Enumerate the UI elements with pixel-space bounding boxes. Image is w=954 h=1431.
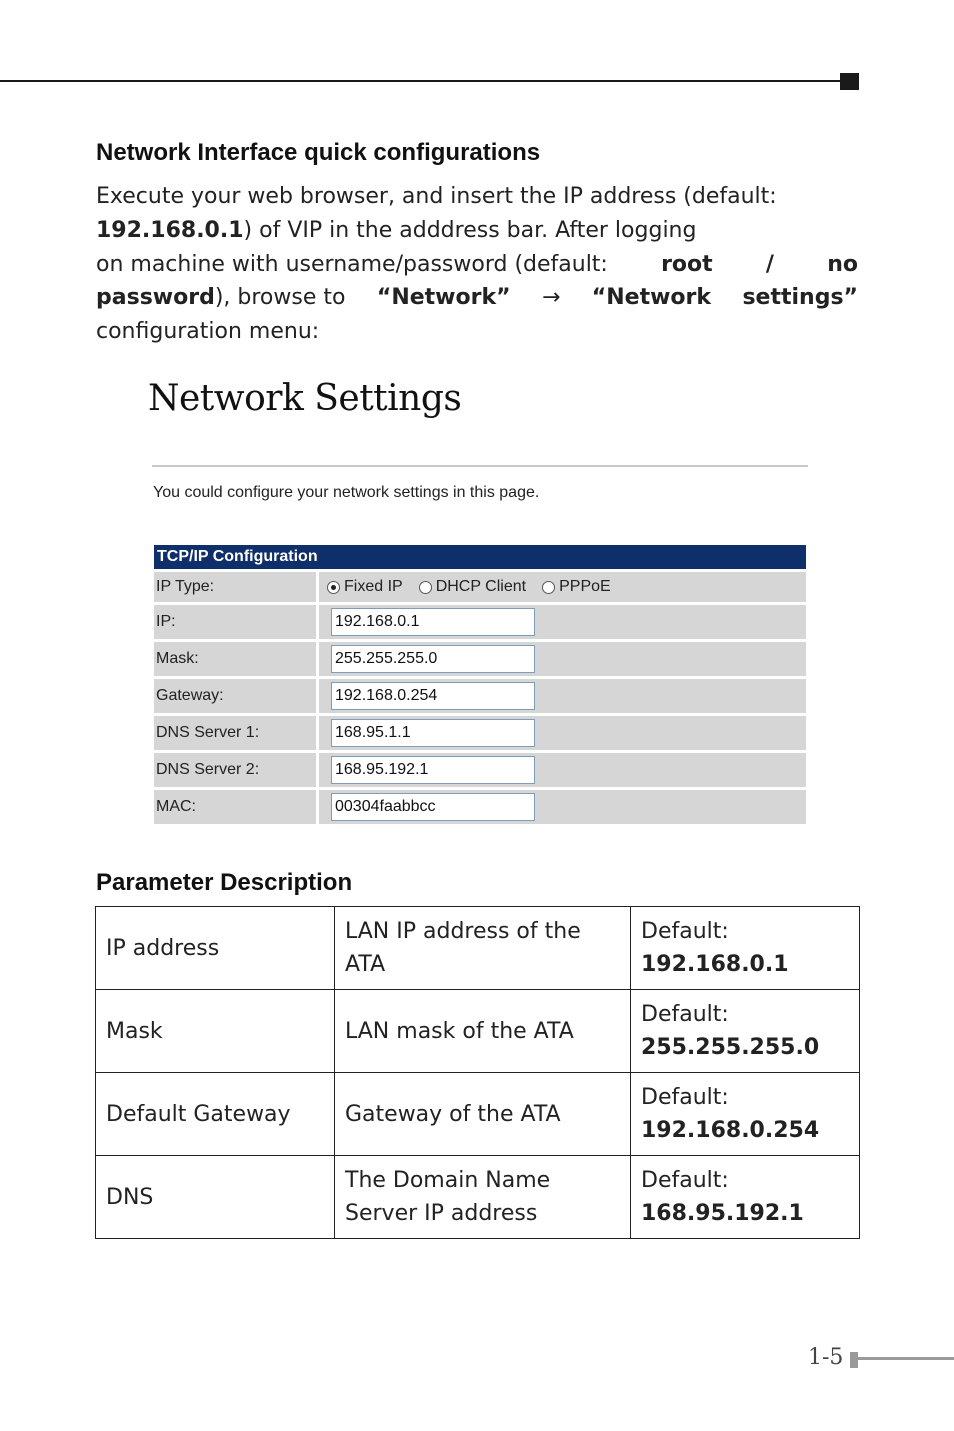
footer-mark: [850, 1352, 858, 1368]
field-value-cell: [319, 753, 806, 787]
default-ip: 192.168.0.1: [96, 217, 244, 243]
table-row: [96, 1073, 860, 1156]
default-value: 192.168.0.1: [641, 952, 789, 977]
field-label: Gateway:: [154, 679, 316, 713]
table-row: [96, 990, 860, 1073]
field-value-cell: [319, 605, 806, 639]
intro-line-1: [96, 180, 858, 214]
param-default: [631, 1073, 860, 1156]
default-value: 192.168.0.254: [641, 1118, 820, 1143]
param-desc: [335, 1156, 631, 1239]
desc-line: The Domain Name: [345, 1168, 551, 1193]
mask-input[interactable]: 255.255.255.0: [331, 645, 535, 673]
desc-line: Server IP address: [345, 1201, 538, 1226]
field-value-cell: [319, 790, 806, 824]
header-square: [840, 73, 859, 90]
desc-line: LAN mask of the ATA: [345, 1018, 574, 1044]
intro-text-mid: ), browse to: [214, 285, 346, 311]
param-default: [631, 907, 860, 990]
default-username: root: [661, 251, 713, 277]
section-title: Network Interface quick configurations: [96, 139, 541, 166]
param-title: Parameter Description: [96, 869, 353, 896]
intro-text: [96, 281, 345, 315]
intro-text: [96, 214, 696, 248]
param-default: [631, 990, 860, 1073]
dns2-row: [154, 753, 806, 787]
default-label: Default:: [641, 919, 729, 944]
footer-rule: [858, 1357, 954, 1360]
gateway-input[interactable]: 192.168.0.254: [331, 682, 535, 710]
default-value: 168.95.192.1: [641, 1201, 804, 1226]
ip-type-value: [319, 572, 806, 602]
ip-type-radio-group: [319, 572, 806, 602]
field-label: Mask:: [154, 642, 316, 676]
radio-dhcp-client[interactable]: [419, 572, 526, 602]
default-value: 255.255.255.0: [641, 1035, 820, 1060]
screenshot-title: Network Settings: [148, 378, 462, 419]
screenshot-divider: [152, 465, 808, 467]
page-number: 1-5: [808, 1345, 844, 1370]
screenshot-description: You could configure your network settings in this page.: [153, 484, 540, 501]
radio-fixed-ip[interactable]: [327, 572, 403, 602]
intro-text: configuration menu:: [96, 319, 320, 345]
ip-type-row: [154, 572, 806, 602]
dns1-row: [154, 716, 806, 750]
intro-text: Execute your web browser, and insert the IP address (default:: [96, 184, 777, 209]
param-name: DNS: [96, 1156, 335, 1239]
default-label: Default:: [641, 1085, 729, 1110]
desc-line: Gateway of the ATA: [345, 1101, 561, 1127]
table-row: [96, 1156, 860, 1239]
field-value-cell: [319, 716, 806, 750]
radio-label: DHCP Client: [435, 578, 527, 595]
intro-line-3: [96, 248, 858, 282]
intro-line-2: [96, 214, 858, 248]
radio-pppoe[interactable]: [542, 572, 611, 602]
ip-row: [154, 605, 806, 639]
mac-input[interactable]: 00304faabbcc: [331, 793, 535, 821]
param-desc: [335, 990, 631, 1073]
default-label: Default:: [641, 1168, 729, 1193]
dns2-input[interactable]: 168.95.192.1: [331, 756, 535, 784]
default-label: Default:: [641, 1002, 729, 1027]
radio-label: PPPoE: [559, 578, 611, 595]
intro-text-rest: ) of VIP in the adddress bar. After logging: [243, 217, 697, 243]
param-table: [95, 906, 860, 1239]
intro-line-5: [96, 315, 858, 349]
gateway-row: [154, 679, 806, 713]
param-name: IP address: [96, 907, 335, 990]
dns1-input[interactable]: 168.95.1.1: [331, 719, 535, 747]
header-rule: [0, 80, 845, 82]
param-desc: [335, 1073, 631, 1156]
radio-unselected-icon[interactable]: [542, 581, 555, 594]
default-password-no: no: [827, 251, 858, 277]
param-default: [631, 1156, 860, 1239]
mask-row: [154, 642, 806, 676]
field-label: MAC:: [154, 790, 316, 824]
field-label: DNS Server 2:: [154, 753, 316, 787]
menu-network-settings-1: “Network: [591, 285, 712, 311]
menu-network: “Network”: [376, 285, 511, 311]
intro-line-4: [96, 281, 858, 315]
ip-type-label: IP Type:: [154, 572, 316, 602]
desc-line: LAN IP address of the: [345, 919, 581, 944]
menu-network-settings-2: settings”: [742, 285, 858, 311]
field-label: IP:: [154, 605, 316, 639]
tcpip-config-panel: [154, 545, 806, 824]
field-value-cell: [319, 679, 806, 713]
arrow-right-icon: →: [541, 285, 561, 311]
field-label: DNS Server 1:: [154, 716, 316, 750]
slash: /: [765, 251, 774, 277]
ip-input[interactable]: 192.168.0.1: [331, 608, 535, 636]
param-name: Mask: [96, 990, 335, 1073]
intro-paragraph: [96, 180, 858, 349]
field-value-cell: [319, 642, 806, 676]
table-row: [96, 907, 860, 990]
radio-label: Fixed IP: [344, 578, 403, 595]
param-name: Default Gateway: [96, 1073, 335, 1156]
radio-selected-icon[interactable]: [327, 581, 340, 594]
mac-row: [154, 790, 806, 824]
default-password: password: [96, 285, 215, 311]
tcpip-config-header: TCP/IP Configuration: [154, 545, 806, 569]
desc-line: ATA: [345, 952, 386, 977]
param-desc: [335, 907, 631, 990]
radio-unselected-icon[interactable]: [419, 581, 432, 594]
intro-text: on machine with username/password (default:: [96, 251, 608, 277]
